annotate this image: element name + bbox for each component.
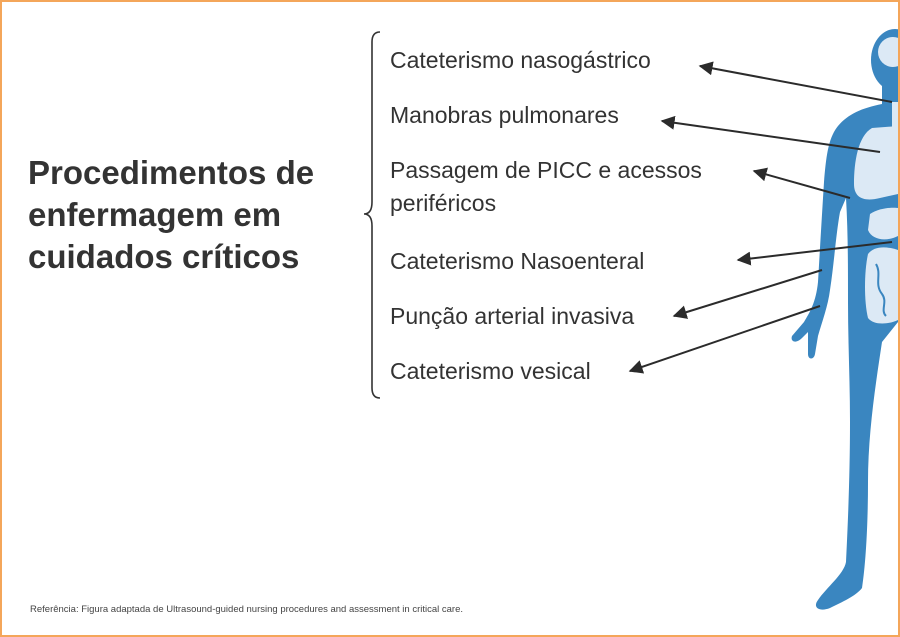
human-body-silhouette <box>792 29 898 610</box>
title-line-1: Procedimentos de <box>28 154 315 191</box>
title-line-3: cuidados críticos <box>28 238 300 275</box>
stomach-shape <box>868 208 898 240</box>
arrow-arterial <box>674 270 822 316</box>
procedure-picc-line-1: Passagem de PICC e acessos <box>390 157 702 183</box>
diagram-title <box>28 152 368 278</box>
procedure-pulmonary: Manobras pulmonares <box>390 102 619 128</box>
title-line-2: enfermagem em <box>28 196 282 233</box>
procedure-picc-line-2: periféricos <box>390 190 497 216</box>
arrow-vesical <box>630 306 820 371</box>
procedure-arterial: Punção arterial invasiva <box>390 303 635 329</box>
procedure-nasogastric: Cateterismo nasogástrico <box>390 47 651 73</box>
procedure-vesical: Cateterismo vesical <box>390 358 591 384</box>
arrow-nasogastric <box>700 66 892 102</box>
reference-note: Referência: Figura adaptada de Ultrasound-guided nursing procedures and assessment in critical care. <box>30 604 464 615</box>
intestines-shape <box>865 247 898 323</box>
procedure-nasoenteral: Cateterismo Nasoenteral <box>390 248 645 274</box>
